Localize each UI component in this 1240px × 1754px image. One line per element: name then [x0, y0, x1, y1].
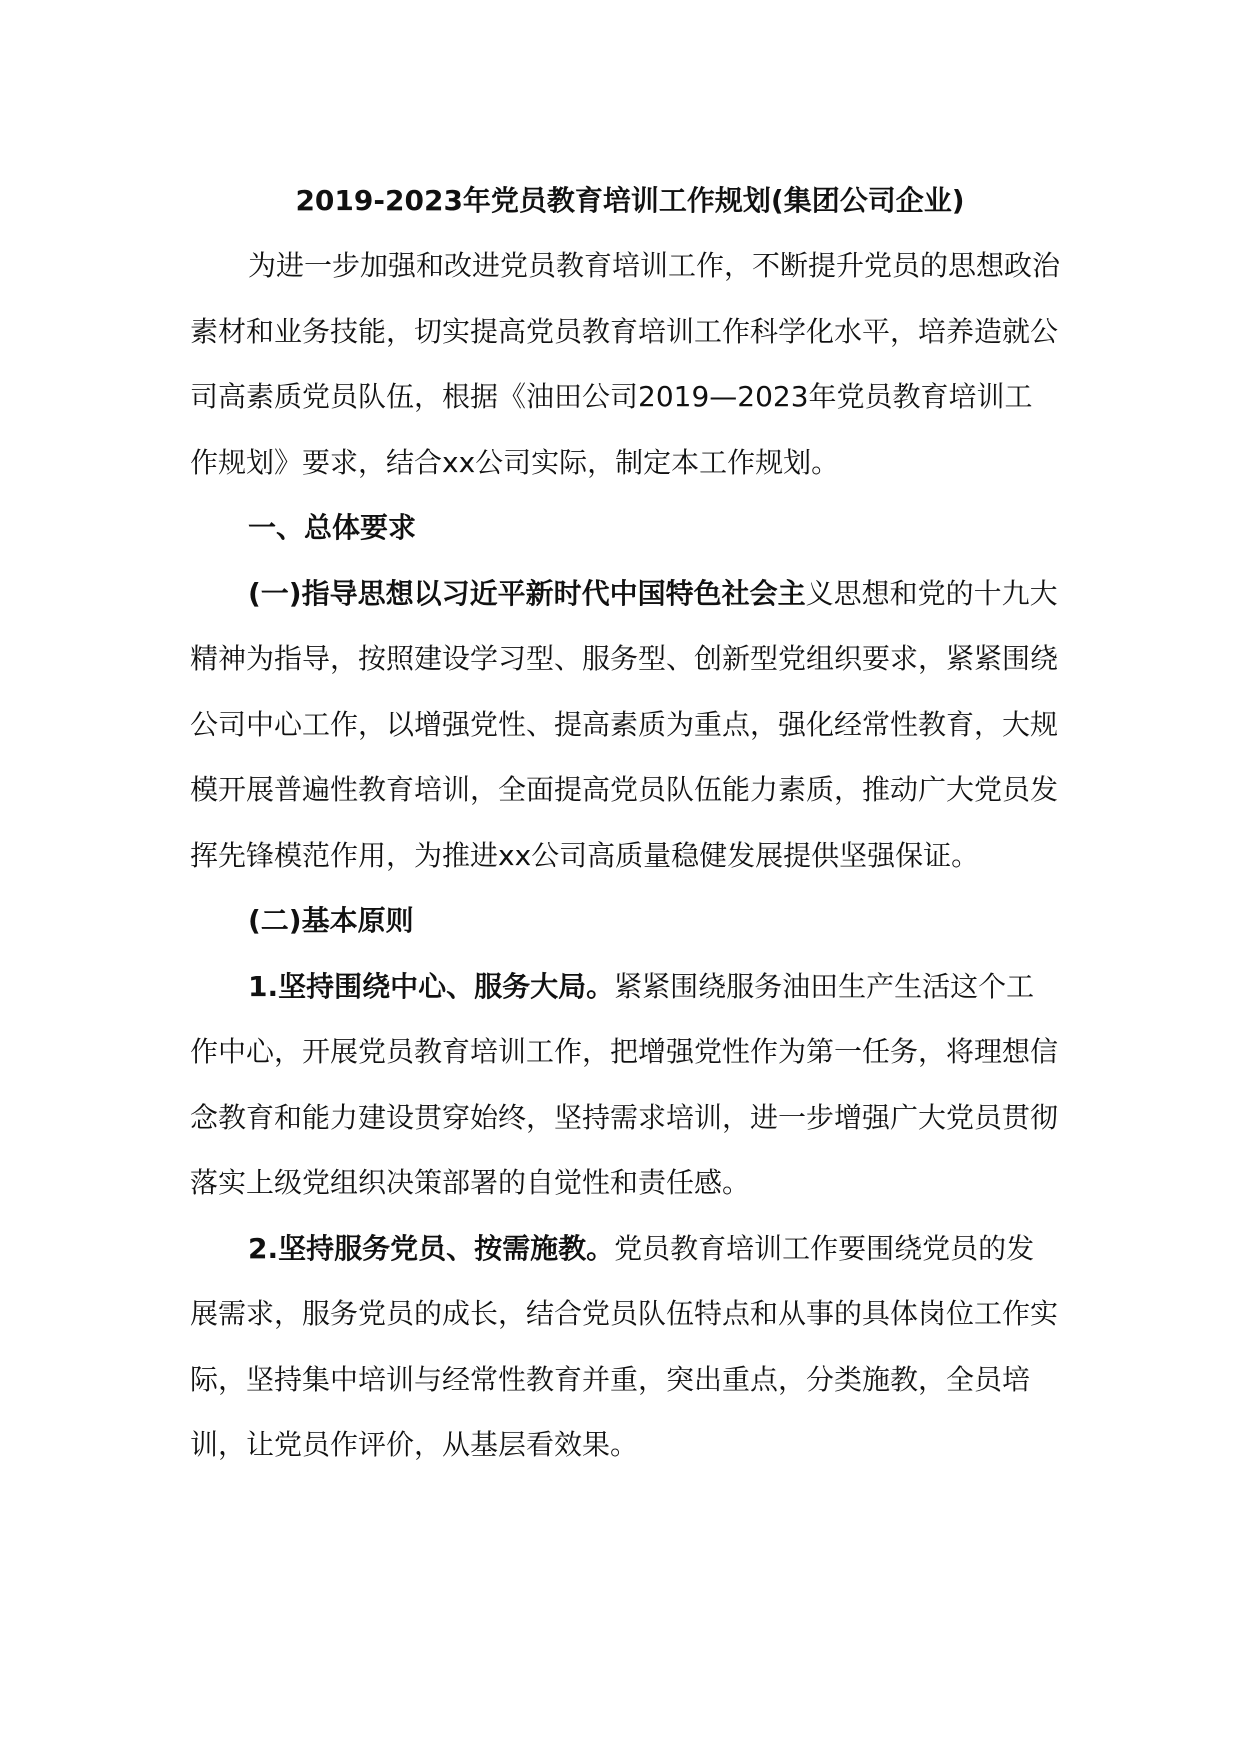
- subsection-heading-guiding-ideology: (一)指导思想: [248, 576, 414, 610]
- principle-1-lead: 1.坚持围绕中心、服务大局。: [248, 969, 615, 1003]
- section-heading-general-requirements: 一、总体要求: [248, 511, 417, 544]
- intro-paragraph: 为进一步加强和改进党员教育培训工作，不断提升党员的思想政治素材和业务技能，切实提高党员教育培训工作科学化水平，培养造就公司高素质党员队伍，根据《油田公司2019—2023年党员教育培训工作规划》要求，结合xx公司实际，制定本工作规划。: [190, 249, 1061, 479]
- principle-2-text: 党员教育培训工作要围绕党员的发展需求，服务党员的成长，结合党员队伍特点和从事的具体岗位工作实际，坚持集中培训与经常性教育并重，突出重点，分类施教，全员培训，让党员作评价，从基层看效果。: [190, 1231, 1059, 1461]
- guiding-ideology-text-regular: 义思想和党的十九大精神为指导，按照建设学习型、服务型、创新型党组织要求，紧紧围绕公司中心工作，以增强党性、提高素质为重点，强化经常性教育，大规模开展普遍性教育培训，全面提高党员队伍能力素质，推动广大党员发挥先锋模范作用，为推进xx公司高质量稳健发展提供坚强保证。: [190, 576, 1059, 872]
- guiding-ideology-text-bold: 以习近平新时代中国特色社会主: [413, 576, 806, 610]
- principle-2-lead: 2.坚持服务党员、按需施教。: [248, 1231, 615, 1265]
- principle-1-text: 紧紧围绕服务油田生产生活这个工作中心，开展党员教育培训工作，把增强党性作为第一任务，将理想信念教育和能力建设贯穿始终，坚持需求培训，进一步增强广大党员贯彻落实上级党组织决策部署的自觉性和责任感。: [190, 969, 1059, 1199]
- subsection-heading-basic-principles: (二)基本原则: [248, 904, 414, 937]
- guiding-ideology-paragraph: [190, 561, 1060, 889]
- principle-2-paragraph: [190, 1216, 1060, 1478]
- guiding-ideology-text: [190, 577, 1058, 872]
- principle-1-paragraph: [190, 954, 1060, 1216]
- document-body: [190, 168, 1060, 1478]
- document-title: 2019-2023年党员教育培训工作规划(集团公司企业): [295, 184, 965, 217]
